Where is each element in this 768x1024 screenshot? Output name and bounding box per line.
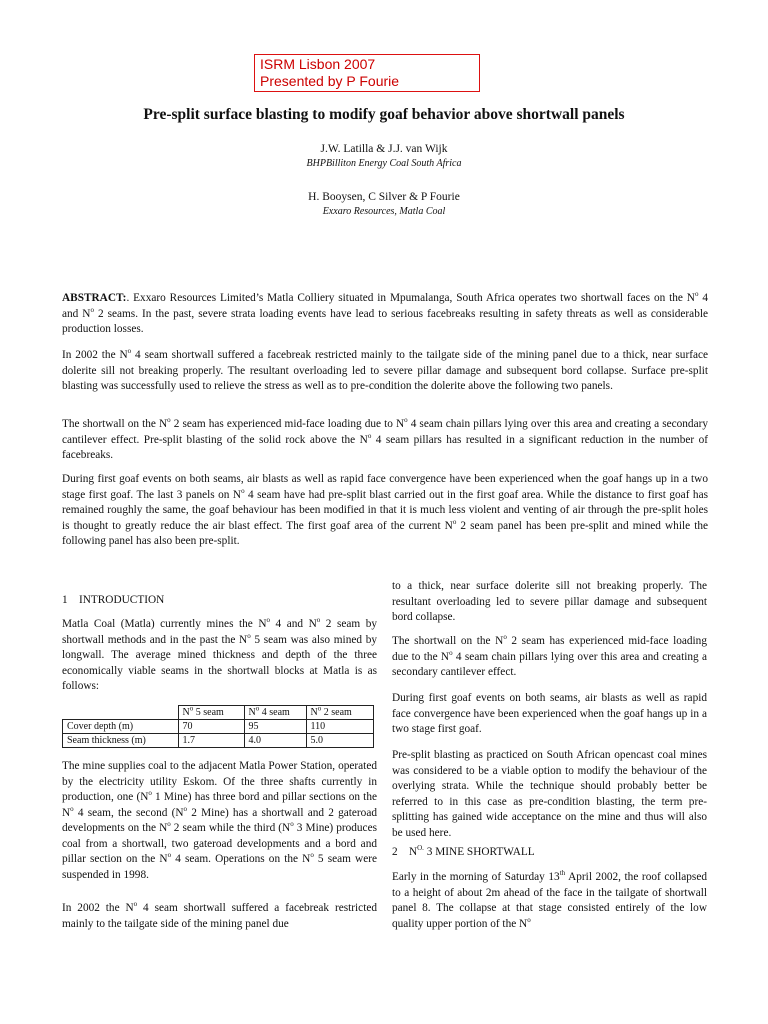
superscript: o [310, 851, 314, 860]
section-1-title: INTRODUCTION [78, 594, 165, 606]
superscript: o [167, 851, 172, 860]
superscript: o [266, 616, 270, 625]
seam-table-cell: 4.0 [244, 734, 306, 748]
abstract-paragraph-1 [62, 291, 708, 338]
seam-table-header: $N^o$ 4 seam [244, 706, 306, 720]
superscript: o [317, 704, 322, 713]
seam-table [62, 705, 374, 748]
seam-table-header-row [63, 706, 374, 720]
superscript: o [316, 616, 321, 625]
abstract-paragraph-4: During first goaf events on both seams, air blasts as well as rapid face convergence have been experienced when the goaf hangs up in a two stage first goaf. The last 3 panels on $N^o$ 4 seam have had pre-split blast carried out in the first goaf area. While the distance to first goaf has remained roughly the same, the goaf behaviour has been modified in that it is much less violent and venting of air through the pre-split holes is thought to greatly reduce the air blast effect. The first goaf area of the current $N^o$ 2 seam panel has been pre-split and mined while the following panel has also been pre-split. [62, 473, 708, 547]
superscript: O. [417, 844, 424, 853]
author-names-1: J.W. Latilla & J.J. van Wijk [320, 143, 448, 155]
superscript: o [404, 416, 408, 425]
intro-paragraph-5: The shortwall on the $N^o$ 2 seam has experienced mid-face loading due to the $N^o$ 4 seam chain pillars lying over this area and creating a secondary cantilever effect. [392, 633, 707, 678]
intro-paragraph-3: In 2002 the $N^o$ 4 seam shortwall suffered a facebreak restricted mainly to the tailgate side of the mining panel due [62, 900, 377, 930]
intro-paragraph-1: Matla Coal (Matla) currently mines the $N^o$ 4 and $N^o$ 2 seam by shortwall methods and in the past the $N^o$ 5 seam was also mined by longwall. The average mined thickness and depth of the three economically viable seams in the shortwall blocks at Matla is as follows: [62, 616, 377, 692]
stamp-line-2: Presented by P Fourie [260, 73, 400, 89]
superscript: o [452, 517, 457, 526]
section-1-heading [62, 594, 164, 606]
section-2-paragraph-1: Early in the morning of Saturday 13th April 2002, the roof collapsed to a height of about 2m ahead of the face in the tailgate of shortwall panel 8. The collapse at that stage consisted entirely of the low quality upper portion of the $N^o$ [392, 869, 707, 930]
seam-table-cell: 5.0 [306, 734, 373, 748]
seam-table-cell: 110 [306, 720, 373, 734]
superscript: o [183, 804, 188, 813]
abstract-text: . Exxaro Resources Limited’s Matla Colliery situated in Mpumalanga, South Africa operates two shortwall faces on the $N^o$ 4 and $N^o$ 2 seams. In the past, severe strata loading events have lead to serious facebreaks resulting in safety threats as well as considerable production losses. [62, 290, 708, 335]
author-names-2: H. Booysen, C Silver & P Fourie [308, 191, 460, 203]
superscript: o [503, 633, 507, 642]
superscript: th [559, 869, 566, 878]
seam-table-cell: 70 [178, 720, 244, 734]
superscript: o [449, 648, 453, 657]
seam-table-cell: Cover depth (m) [63, 720, 179, 734]
seam-table-header: $N^o$ 5 seam [178, 706, 244, 720]
abstract-paragraph-2: In 2002 the $N^o$ 4 seam shortwall suffered a facebreak restricted mainly to the tailgate side of the mining panel due to a thick, near surface dolerite sill not breaking properly. The resultant overloading led to severe pillar damage and subsequent bord collapse. Surface pre-split blasting was successfully used to relieve the stress as well as to pre-condition the dolerite above the following two panels. [62, 347, 709, 392]
seam-table-row [63, 734, 374, 748]
seam-table-row [63, 720, 374, 734]
superscript: o [241, 486, 245, 495]
section-2-title: $N^{O.}$ 3 MINE SHORTWALL [408, 844, 535, 858]
stamp-line-1: ISRM Lisbon 2007 [260, 56, 376, 72]
section-1-number: 1 [62, 594, 68, 606]
intro-paragraph-7: Pre-split blasting as practiced on South African opencast coal mines was considered to be a viable option to modify the behaviour of the overlying strata. While the technique should probably better be referred to in this case as pre-condition blasting, the term pre-splitting has gained wide acceptance on the mine and thus will also be used here. [392, 749, 707, 839]
author-affiliation-2: Exxaro Resources, Matla Coal [322, 206, 446, 217]
superscript: o [290, 820, 294, 829]
superscript: o [90, 305, 94, 314]
superscript: o [367, 431, 372, 440]
superscript: o [127, 347, 132, 356]
seam-table-cell: 95 [244, 720, 306, 734]
section-2-number: 2 [392, 846, 398, 858]
superscript: o [694, 290, 699, 299]
author-affiliation-1: BHPBilliton Energy Coal South Africa [306, 158, 462, 169]
presentation-stamp [254, 54, 480, 92]
intro-paragraph-4: to a thick, near surface dolerite sill not breaking properly. The resultant overloading led to severe pillar damage and subsequent bord collapse. [392, 580, 707, 623]
abstract-paragraph-3: The shortwall on the $N^o$ 2 seam has experienced mid-face loading due to $N^o$ 4 seam chain pillars lying over this area and creating a secondary cantilever effect. Pre-split blasting of the solid rock above the $N^o$ 4 seam pillars has resulted in a significant reduction in the number of facebreaks. [62, 416, 709, 461]
intro-paragraph-2: The mine supplies coal to the adjacent Matla Power Station, operated by the electricity utility Eskom. Of the three shafts currently in production, one ($N^o$ 1 Mine) has three bord and pillar sections on the $N^o$ 4 seam, the second ($N^o$ 2 Mine) has a shortwall and 2 gateroad developments on the $N^o$ 2 seam while the third ($N^o$ 3 Mine) produces coal from a shortwall, two gateroad developments and a bord and pillar section on the $N^o$ 4 seam. Operations on the $N^o$ 5 seam were suspended in 1998. [62, 760, 377, 881]
seam-table-corner [63, 706, 179, 720]
superscript: o [133, 900, 138, 909]
seam-table-header: $N^o$ 2 seam [306, 706, 373, 720]
superscript: o [247, 631, 251, 640]
superscript: o [189, 704, 194, 713]
superscript: o [255, 704, 260, 713]
section-2-heading [392, 846, 535, 858]
superscript: o [167, 820, 171, 829]
superscript: o [527, 915, 531, 924]
superscript: o [148, 789, 152, 798]
seam-table-cell: Seam thickness (m) [63, 734, 179, 748]
superscript: o [70, 804, 74, 813]
superscript: o [167, 416, 171, 425]
abstract-label: ABSTRACT: [62, 292, 127, 304]
seam-table-cell: 1.7 [178, 734, 244, 748]
intro-paragraph-6: During first goaf events on both seams, air blasts as well as rapid face convergence have been experienced when the goaf hangs up in a two stage first goaf. [392, 692, 707, 735]
paper-title: Pre-split surface blasting to modify goaf behavior above shortwall panels [143, 106, 625, 123]
